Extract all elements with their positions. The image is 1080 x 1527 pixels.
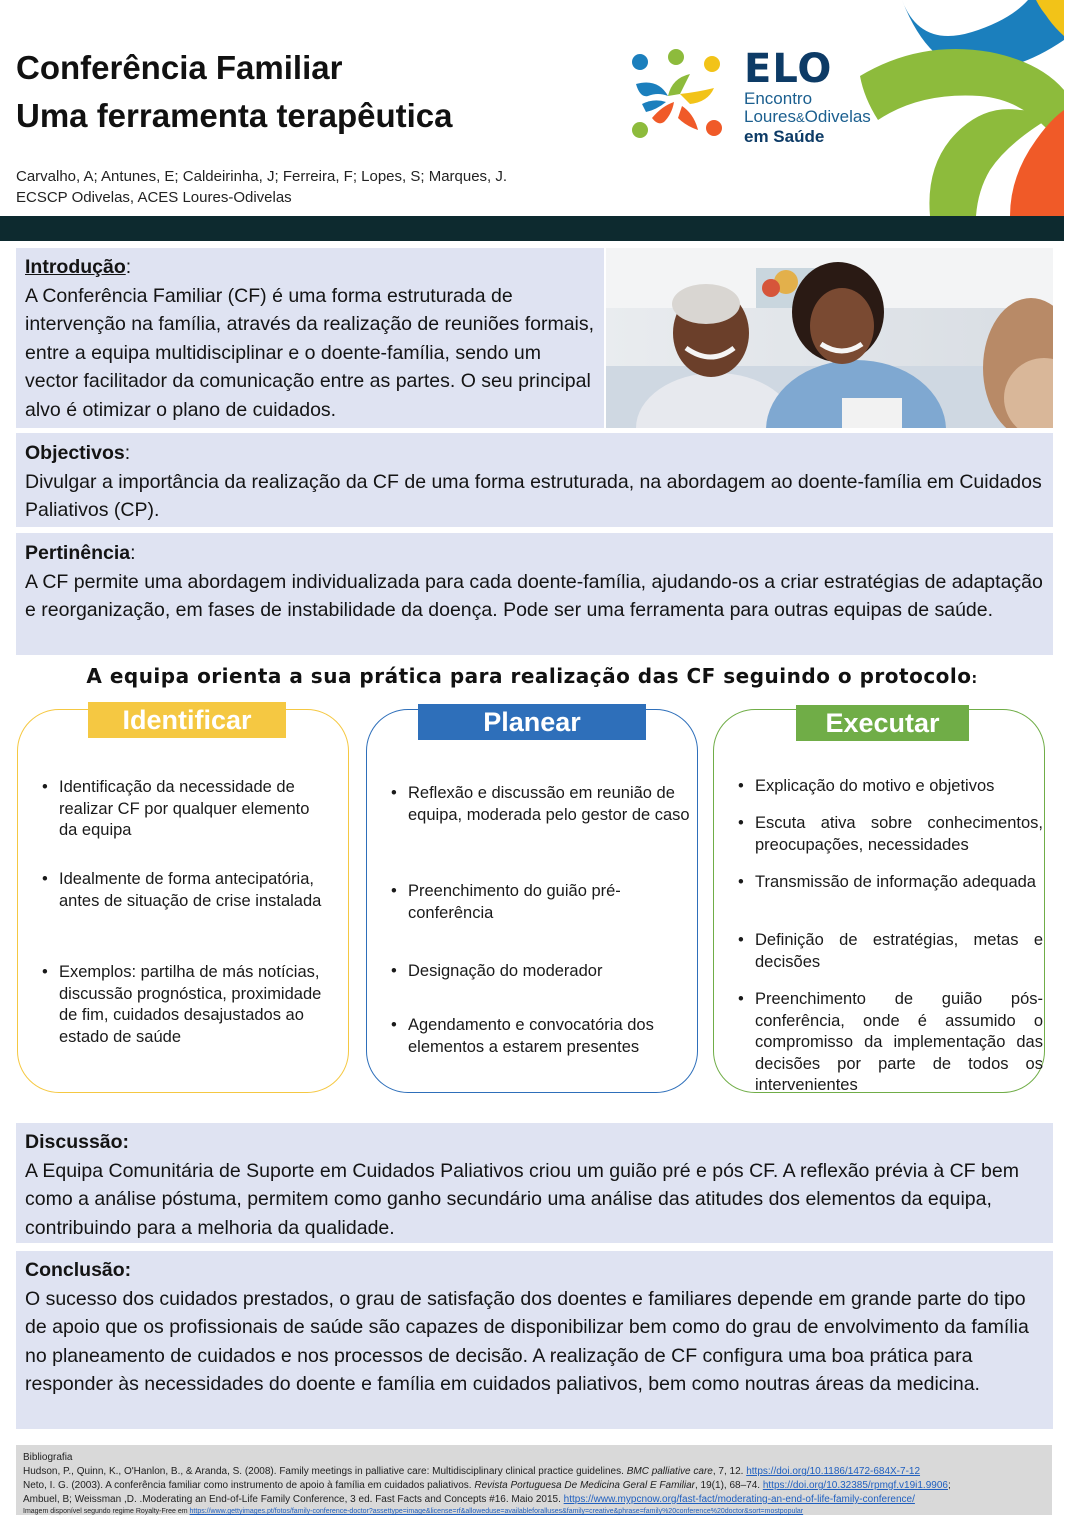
authors-block: [16, 166, 507, 208]
column-label-identificar: Identificar: [88, 702, 286, 738]
reference-1-details: , 7, 12.: [712, 1466, 747, 1477]
list-item: • Preenchimento de guião pós-conferência, onde é assumido o compromisso da implementação das decisões por parte de todos os intervenientes: [738, 989, 1043, 1097]
protocol-column-executar: [713, 709, 1045, 1093]
objectives-text: Divulgar a importância da realização da CF de uma forma estruturada, na abordagem ao doente-família em Cuidados Paliativos (CP).: [25, 470, 1042, 521]
reference-2-journal: Revista Portuguesa De Medicina Geral E Familiar: [474, 1480, 695, 1491]
poster-title: [16, 44, 453, 140]
reference-1-link[interactable]: https://doi.org/10.1186/1472-684X-7-12: [746, 1466, 921, 1477]
title-line-1: Conferência Familiar: [16, 49, 343, 86]
elo-logo-mark: [628, 48, 724, 144]
reference-3-text: Ambuel, B; Weissman ,D. .Moderating an End-of-Life Family Conference, 3 ed. Fast Facts and Concepts #16. Maio 2015.: [23, 1494, 564, 1505]
list-item: • Designação do moderador: [391, 961, 691, 983]
list-item: • Escuta ativa sobre conhecimentos, preocupações, necessidades: [738, 813, 1043, 856]
intro-heading: Introdução: [25, 256, 126, 278]
conclusion-section: [16, 1251, 1053, 1429]
reference-3-link[interactable]: https://www.mypcnow.org/fast-fact/moderating-an-end-of-life-family-conference/: [563, 1494, 915, 1505]
objectives-heading: Objectivos: [25, 442, 125, 464]
conclusion-text: O sucesso dos cuidados prestados, o grau de satisfação dos doentes e familiares depende em grande parte do tipo de apoio que os profissionais de saúde são capazes de disponibilizar bem como do grau de envolvimento da família no planeamento de cuidados e nos processos de decisão. A realização de CF configura uma boa prática para responder às necessidades do doente e família em cuidados paliativos, bem como noutras áreas da medicina.: [25, 1287, 1029, 1395]
list-item: • Preenchimento do guião pré-conferência: [391, 881, 671, 924]
conclusion-heading: Conclusão:: [25, 1259, 132, 1281]
protocol-column-identificar: [17, 705, 349, 1093]
reference-2-text: Neto, I. G. (2003). A conferência familiar como instrumento de apoio à família em cuidados paliativos.: [23, 1480, 475, 1491]
decorative-yellow-shape: [1038, 0, 1064, 40]
protocol-title-suffix: :: [971, 671, 978, 687]
family-conference-photo: [606, 248, 1053, 428]
authors: Carvalho, A; Antunes, E; Caldeirinha, J; Ferreira, F; Lopes, S; Marques, J.: [16, 168, 508, 185]
elo-logo-text: [744, 48, 871, 147]
image-credit-text: Imagem disponível segundo regime Royalty-Free em: [23, 1508, 190, 1515]
list-item: • Idealmente de forma antecipatória, antes de situação de crise instalada: [42, 869, 342, 912]
decorative-corner-shapes: [860, 0, 1064, 216]
list-item: • Explicação do motivo e objetivos: [738, 776, 1043, 798]
title-line-2: Uma ferramenta terapêutica: [16, 97, 453, 134]
photo-illustration: [606, 248, 1053, 428]
pertinence-section: Pertinência: A CF permite uma abordagem individualizada para cada doente-família, ajudando-os a criar estratégias de adaptação e reorganização, em fases de instabilidade da doença. Pode ser uma ferramenta para outras equipas de saúde.: [16, 533, 1053, 655]
logo-odivelas: Odivelas: [804, 107, 871, 126]
logo-name: ELO: [744, 46, 833, 92]
discussion-text: A Equipa Comunitária de Suporte em Cuidados Paliativos criou um guião pré e pós CF. A reflexão prévia à CF bem como a análise póstuma, permitem como ganho secundário uma análise das atitudes dos elementos da equipa, contribuindo para a melhoria da qualidade.: [25, 1159, 1019, 1239]
logo-line-1: Encontro: [744, 89, 813, 108]
list-item: • Agendamento e convocatória dos elementos a estarem presentes: [391, 1015, 691, 1058]
list-item: • Reflexão e discussão em reunião de equipa, moderada pelo gestor de caso: [391, 783, 696, 826]
affiliation: ECSCP Odivelas, ACES Loures-Odivelas: [16, 189, 292, 206]
reference-1-text: Hudson, P., Quinn, K., O'Hanlon, B., & Aranda, S. (2008). Family meetings in palliative care: Multidisciplinary clinical practice guidelines.: [23, 1466, 627, 1477]
list-item: • Transmissão de informação adequada: [738, 872, 1043, 894]
reference-2-details: , 19(1), 68–74.: [695, 1480, 763, 1491]
discussion-section: [16, 1123, 1053, 1243]
reference-1-journal: BMC palliative care: [626, 1466, 713, 1477]
discussion-heading: Discussão:: [25, 1131, 130, 1153]
image-credit-link[interactable]: https://www.gettyimages.pt/fotos/family-conference-doctor?assettype=image&license=rf&alloweduse=availableforalluses&family=creative&phrase=family%20conference%20doctor&sort=mostpopular: [189, 1508, 804, 1515]
header-divider-bar: [0, 216, 1064, 241]
objectives-section: Objectivos: Divulgar a importância da realização da CF de uma forma estruturada, na abordagem ao doente-família em Cuidados Paliativos (CP).: [16, 433, 1053, 527]
protocol-title: [0, 664, 1064, 688]
image-credit: [23, 1507, 1045, 1517]
logo-ampersand: &: [795, 110, 805, 125]
reference-2-end: ;: [947, 1480, 951, 1491]
list-item: • Exemplos: partilha de más notícias, discussão prognóstica, proximidade de fim, cuidados desajustados ao estado de saúde: [42, 962, 342, 1048]
protocol-title-text: A equipa orienta a sua prática para realização das CF seguindo o protocolo: [86, 664, 972, 688]
reference-2: [23, 1479, 1045, 1493]
reference-2-link[interactable]: https://doi.org/10.32385/rpmgf.v19i1.9906: [762, 1480, 948, 1491]
reference-3: [23, 1493, 1045, 1507]
pertinence-heading: Pertinência: [25, 542, 131, 564]
list-item: • Definição de estratégias, metas e decisões: [738, 930, 1043, 973]
list-item: • Identificação da necessidade de realizar CF por qualquer elemento da equipa: [42, 777, 332, 842]
elo-logo-icon: [628, 48, 724, 144]
intro-text: A Conferência Familiar (CF) é uma forma estruturada de intervenção na família, através da realização de reuniões formais, entre a equipa multidisciplinar e o doente-família, sendo um vector facilitador da comunicação entre as partes. O seu principal alvo é otimizar o plano de cuidados.: [25, 284, 595, 421]
logo-loures: Loures: [744, 107, 796, 126]
reference-1: [23, 1465, 1045, 1479]
pertinence-text: A CF permite uma abordagem individualizada para cada doente-família, ajudando-os a criar estratégias de adaptação e reorganização, em fases de instabilidade da doença. Pode ser uma ferramenta para outras equipas de saúde.: [25, 570, 1043, 621]
logo-line-2: [744, 108, 871, 127]
logo-line-3: em Saúde: [744, 127, 825, 146]
bibliography-heading: Bibliografia: [23, 1452, 73, 1463]
column-label-executar: Executar: [796, 705, 969, 741]
column-label-planear: Planear: [418, 704, 646, 740]
protocol-column-planear: [366, 709, 698, 1093]
bibliography-section: [16, 1445, 1052, 1515]
intro-section: Introdução: A Conferência Familiar (CF) é uma forma estruturada de intervenção na família, através da realização de reuniões formais, entre a equipa multidisciplinar e o doente-família, sendo um vector facilitador da comunicação entre as partes. O seu principal alvo é otimizar o plano de cuidados.: [16, 248, 604, 428]
